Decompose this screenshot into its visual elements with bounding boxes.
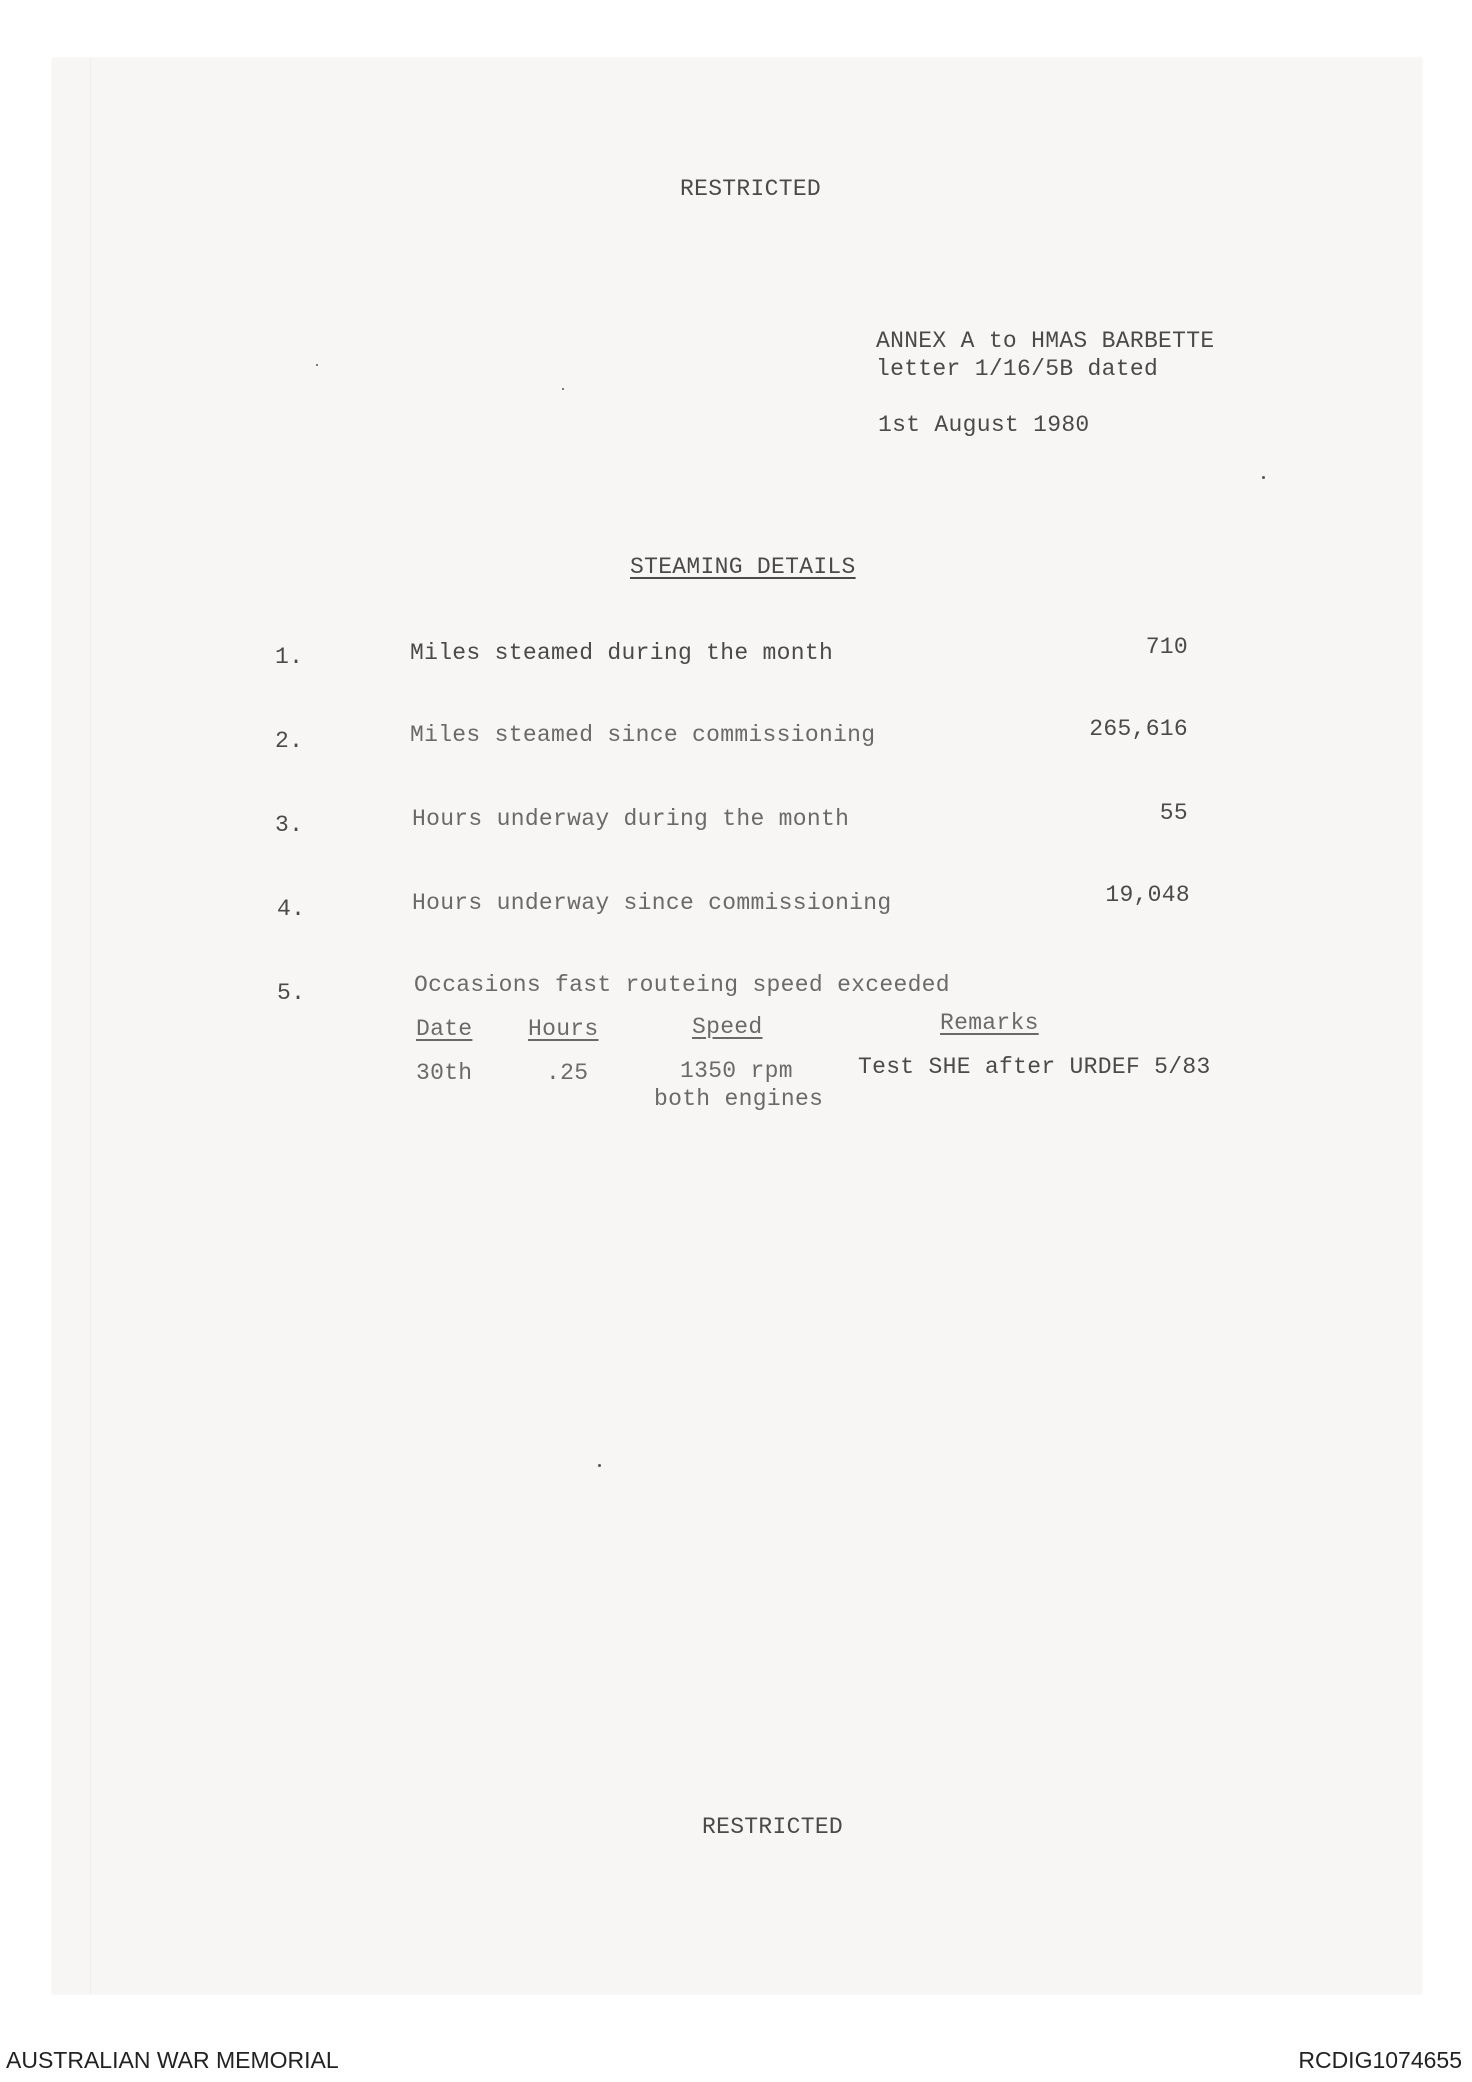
item-label: Hours underway during the month [412, 806, 850, 832]
table-cell-speed: 1350 rpm [680, 1058, 793, 1084]
letter-date: 1st August 1980 [878, 412, 1090, 438]
paper-speck [598, 1464, 601, 1467]
table-header-hours: Hours [528, 1016, 599, 1042]
table-cell-hours: .25 [546, 1060, 589, 1086]
archive-source-label: AUSTRALIAN WAR MEMORIAL [6, 2047, 339, 2073]
paper-speck [562, 388, 564, 390]
table-cell-remarks: Test SHE after URDEF 5/83 [858, 1054, 1211, 1080]
item-value: 265,616 [1089, 716, 1188, 742]
item-label: Occasions fast routeing speed exceeded [414, 972, 950, 998]
item-label: Hours underway since commissioning [412, 890, 892, 916]
table-header-remarks: Remarks [940, 1010, 1039, 1036]
item-label: Miles steamed during the month [410, 640, 834, 666]
item-value: 19,048 [1105, 882, 1190, 908]
item-number: 5. [277, 980, 306, 1006]
item-number: 2. [275, 728, 304, 754]
page-edge [90, 58, 91, 1994]
item-number: 4. [277, 896, 306, 922]
item-number: 1. [275, 644, 304, 670]
item-value: 55 [1159, 800, 1188, 826]
paper-speck [1262, 476, 1265, 479]
table-cell-date: 30th [416, 1060, 473, 1086]
annex-reference-line1: ANNEX A to HMAS BARBETTE [876, 328, 1215, 354]
archive-record-id: RCDIG1074655 [1298, 2047, 1462, 2073]
item-number: 3. [275, 812, 304, 838]
header-classification: RESTRICTED [680, 176, 822, 202]
paper-speck [316, 364, 318, 366]
footer-classification: RESTRICTED [702, 1814, 844, 1840]
item-value: 710 [1145, 634, 1188, 660]
table-header-speed: Speed [692, 1014, 763, 1040]
table-header-date: Date [416, 1016, 473, 1042]
table-cell-speed-detail: both engines [654, 1086, 824, 1112]
document-title: STEAMING DETAILS [630, 554, 856, 580]
item-label: Miles steamed since commissioning [410, 722, 876, 748]
document-page [52, 58, 1422, 1994]
annex-reference-line2: letter 1/16/5B dated [876, 356, 1159, 382]
